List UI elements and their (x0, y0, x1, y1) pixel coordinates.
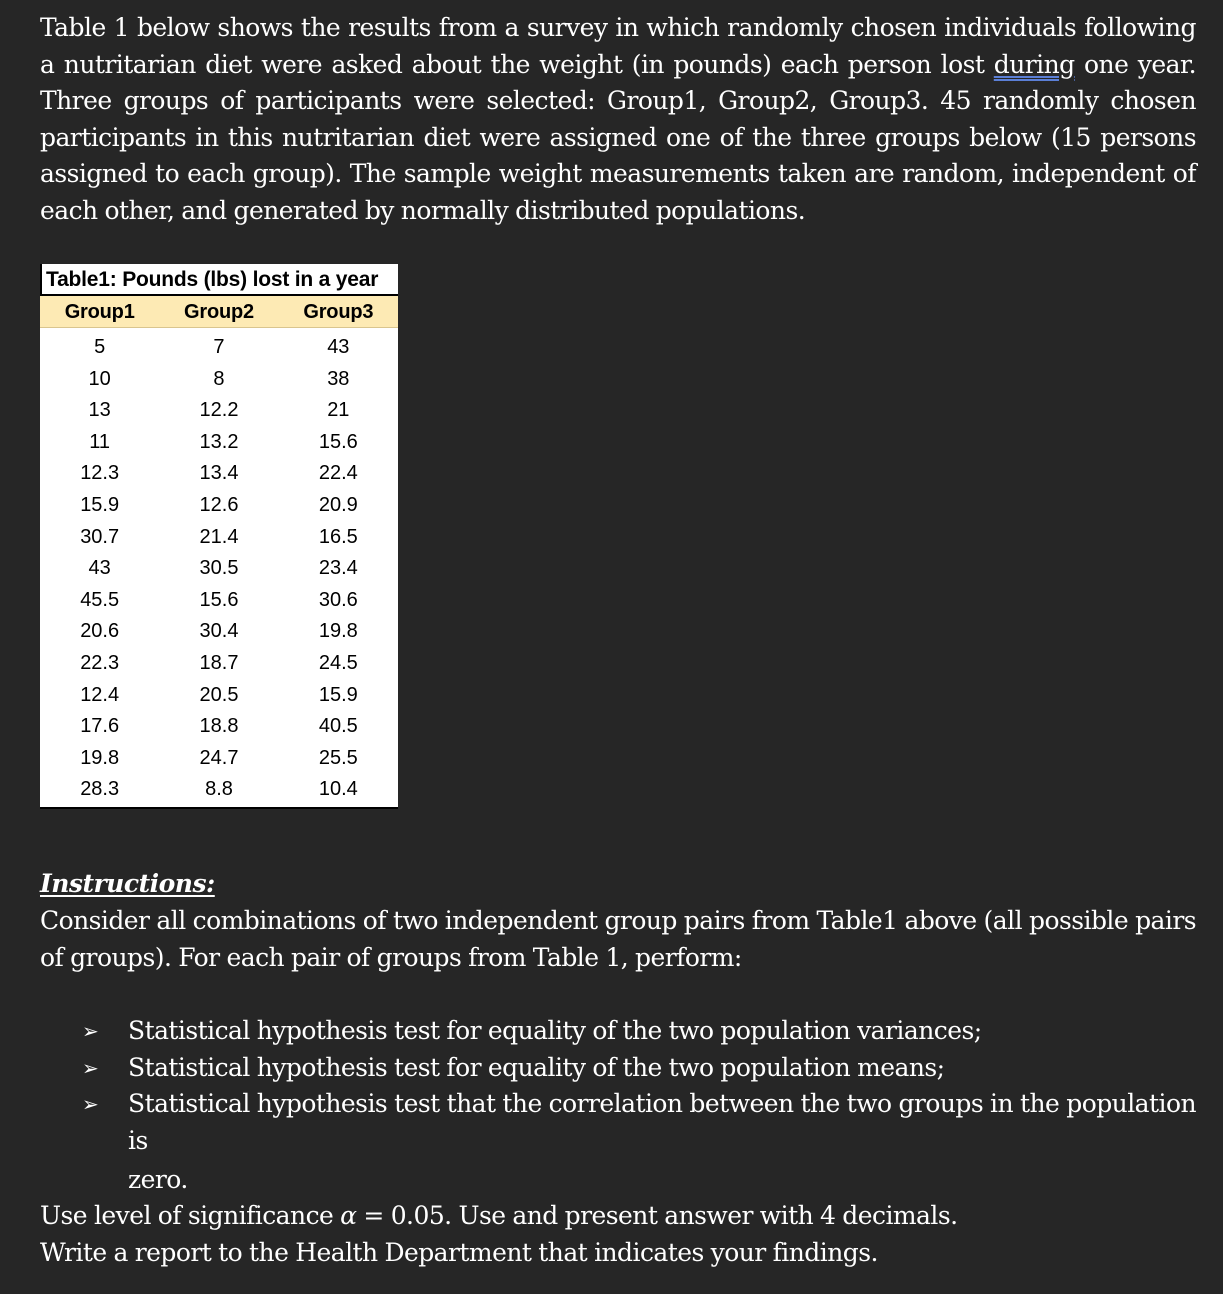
table-cell-group3: 30.6 (318, 588, 358, 611)
bullet-text: Statistical hypothesis test for equality of the two population means; (128, 1052, 945, 1082)
arrow-bullet-icon: ➢ (82, 1019, 99, 1043)
header-group3: Group3 (303, 301, 374, 323)
table-cell-group1: 45.5 (80, 588, 120, 611)
table-cell-group2: 12.2 (199, 399, 239, 422)
footer-line1-pre: Use level of significance (40, 1201, 341, 1230)
footer-line-2: Write a report to the Health Department that indicates your findings. (40, 1238, 878, 1267)
table-row (40, 616, 398, 648)
intro-paragraph (40, 10, 1196, 230)
table-cell-group3: 20.9 (318, 493, 358, 516)
list-item (82, 1086, 1196, 1198)
table-cell-group3: 16.5 (318, 525, 358, 548)
bullet-text: Statistical hypothesis test for equality of the two population variances; (128, 1016, 982, 1045)
table-cell-group1: 28.3 (80, 778, 120, 801)
table-row (40, 711, 398, 743)
table-cell-group1: 17.6 (80, 715, 120, 738)
table-cell-group2: 12.6 (199, 493, 239, 516)
header-group2: Group2 (184, 301, 254, 323)
table-cell-group2: 13.4 (199, 462, 239, 485)
table-cell-group3: 10.4 (318, 778, 358, 801)
table-row (40, 522, 398, 554)
instructions-list (82, 1013, 1196, 1199)
header-group1: Group1 (64, 301, 135, 323)
table-cell-group3: 43 (327, 336, 350, 358)
alpha-symbol: α (340, 1201, 357, 1230)
table-cell-group3: 21 (327, 399, 350, 422)
table-row (40, 774, 398, 806)
instructions-text: Consider all combinations of two independent group pairs from Table1 above (all possible pairs of groups). For each pair of groups from Table 1, perform: (40, 906, 1196, 972)
table-cell-group1: 13 (88, 399, 111, 422)
table-cell-group2: 13.2 (199, 430, 239, 453)
table-row (40, 585, 398, 617)
bullet-text-tail: zero. (128, 1164, 188, 1194)
table-cell-group1: 11 (89, 430, 111, 453)
table-row (40, 458, 398, 490)
table-cell-group2: 20.5 (199, 683, 239, 706)
table-row (40, 648, 398, 680)
table-row (40, 743, 398, 775)
table-cell-group3: 15.9 (318, 683, 358, 706)
table-cell-group1: 20.6 (80, 620, 120, 643)
table-cell-group3: 38 (327, 367, 350, 390)
table-cell-group2: 15.6 (199, 588, 239, 611)
table-cell-group2: 7 (213, 336, 225, 358)
bullet-text: Statistical hypothesis test that the correlation between the two groups in the population is (128, 1089, 1196, 1156)
intro-underlined-word: during (993, 49, 1075, 79)
table-cell-group1: 15.9 (80, 493, 120, 516)
table-cell-group2: 18.8 (199, 715, 239, 738)
table-row (40, 427, 398, 459)
table-cell-group2: 8.8 (205, 778, 233, 801)
table-cell-group3: 40.5 (318, 715, 358, 738)
weight-loss-table (40, 264, 398, 809)
arrow-bullet-icon: ➢ (82, 1055, 99, 1080)
table-cell-group1: 19.8 (80, 746, 120, 769)
table-title: Table1: Pounds (lbs) lost in a year (40, 264, 398, 296)
table-cell-group3: 22.4 (318, 462, 358, 485)
arrow-bullet-icon: ➢ (82, 1092, 99, 1117)
table-row (40, 395, 398, 427)
intro-text-part2: one year. Three groups of participants were selected: Group1, Group2, Group3. 45 randomly chosen participants in this nutritarian diet were assigned one of the three groups below (15 persons assigned to each group). The sample weight measurements taken are random, independent of each other, and generated by normally distributed populations. (40, 49, 1196, 225)
table-cell-group2: 30.5 (199, 557, 239, 580)
footer-text (40, 1197, 1196, 1271)
table-cell-group2: 24.7 (199, 746, 239, 769)
table-cell-group3: 25.5 (318, 746, 358, 769)
table-row (40, 680, 398, 712)
intro-text-part1: Table 1 below shows the results from a survey in which randomly chosen individuals following a nutritarian diet were asked about the weight (in pounds) each person lost (40, 13, 1196, 79)
table-row (40, 332, 398, 364)
table-cell-group1: 10 (88, 367, 111, 390)
footer-line-1 (40, 1197, 1196, 1234)
table-cell-group2: 18.7 (199, 651, 239, 674)
list-item (82, 1013, 1196, 1050)
instructions-title: Instructions: (40, 869, 215, 898)
footer-line1-post: = 0.05. Use and present answer with 4 decimals. (356, 1201, 958, 1230)
table-cell-group1: 43 (88, 557, 111, 580)
table-header-row (40, 296, 398, 328)
table-cell-group3: 15.6 (318, 430, 358, 453)
table-row (40, 490, 398, 522)
table-row (40, 553, 398, 585)
table-cell-group3: 23.4 (318, 557, 358, 580)
table-cell-group2: 30.4 (199, 620, 239, 643)
list-item (82, 1050, 1196, 1087)
table-cell-group1: 12.3 (80, 462, 120, 485)
table-cell-group2: 8 (213, 367, 225, 390)
table-row (40, 364, 398, 396)
table-cell-group1: 30.7 (80, 525, 120, 548)
table-cell-group1: 5 (94, 336, 106, 358)
table-cell-group3: 24.5 (318, 651, 358, 674)
table-cell-group1: 12.4 (80, 683, 120, 706)
table-cell-group1: 22.3 (80, 651, 120, 674)
table-cell-group3: 19.8 (318, 620, 358, 643)
table-cell-group2: 21.4 (199, 525, 239, 548)
table-body (40, 328, 398, 809)
